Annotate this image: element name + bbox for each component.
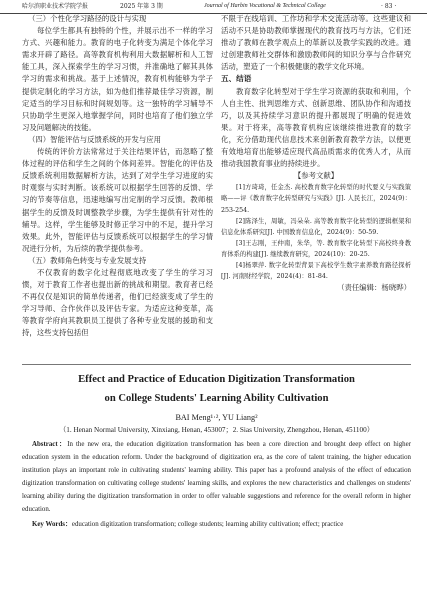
abstract-label: Abstract：	[32, 441, 68, 448]
section-heading-3: （三）个性化学习路径的设计与实现	[28, 14, 147, 23]
keywords-text: education digitization transformation; college students; learning ability cultivation; effect; practice	[71, 520, 344, 528]
english-affiliation: （1. Henan Normal University, Xinxiang, Henan, 453007；2. Sias University, Zhengzhou, Henan, 451100）	[59, 426, 374, 434]
reference-item: [1]方琦琦，任金杰. 高校教育数字化转型的时代要义与实践策略——评《教育数字化转型研究与实践》[J]. 人民长江，2024(9)：253-254.	[221, 184, 411, 214]
keywords-label: Key Words：	[32, 520, 72, 528]
english-keywords	[22, 518, 411, 532]
section-divider	[22, 364, 411, 365]
abstract-text: In the new era, the education digitization transformation has been a core direction and brought deep effect on higher education system in the education reform. Under the background of digitization era, as the core of talent training, the higher education institution plays an important role in cultivating students' learning ability. This paper has a profound analysis of the effect of education digitization transformation on cultivating college students' learning skills, and explores the new characteristics and challenges on students' learning ability during the digitization transformation in order to offer valuable suggestions and reference for the overall reform in higher education.	[22, 441, 411, 514]
paragraph-teacher-role: 不仅教育的数字化过程彻底地改变了学生的学习习惯，对于教育工作者也提出新的挑战和期望。教育者已经不再仅仅是知识的简单传递者，他们已经演变成了学生的学习导师、合作伙伴以及评估专家。为适应这种变革，高等教育学府向其教职员工提供了各种专业发展的援助和支持，这些支持包括但	[22, 267, 213, 338]
paragraph-personalized-learning: 每位学生都具有独特的个性，并展示出不一样的学习方式、兴趣和能力。教育的电子化转变为满足个体化学习需求开辟了路径。高等教育机构利用大数据解析和人工智能工具，深入探索学生的学习习惯，并准确地了解其具体学习的需求和挑战。基于上述情况，教育机构能够为学子提供定制化的学习方法，如为他们推荐最佳学习资源，制定适当的学习目标和时间规划等。这一独特的学习辅导不只协助学生更深入地掌握学问，同时也培育了他们独立学习及问题解决的技能。	[22, 26, 213, 132]
references-heading: 【参考文献】	[293, 171, 339, 181]
paragraph-intelligent-evaluation: 传统的评价方法常常过于关注结果评估，而忽略了整体过程的评估和学生之间的个体间差异。智能化的评估及反馈系统利用数据解析方法，达到了对学生学习进度的实时观察与实时判断。该系统可以根据学生回答的反馈、学习的节奏等信息，迅速地编写出定制的学习反馈。教师根据学生的反馈及时调整教学步骤，为学生提供有针对性的辅导。这样，学生能够及时修正学习中的不足，提升学习效果。此外，智能评估与反馈系统可以根据学生的学习情况进行分析，为后续的教学提供参考。	[22, 147, 213, 253]
reference-item: [3]王志刚，王仲南，朱华，等. 教育数字化转型下高校终身教育体系的构建[J]. 继续教育研究，2024(10)：20-25.	[221, 239, 411, 258]
reference-item: [2]陈泽生，周敏，冯朵朵. 高等教育数字化转型的逻辑框架和信息化体系研究[J]. 中国教育信息化，2024(9)：50-59.	[221, 217, 411, 236]
section-heading-5: （五）教师角色转变与专业发展支持	[28, 255, 147, 265]
running-header	[0, 0, 427, 14]
english-title-line-2: on College Students' Learning Ability Cultivation	[104, 393, 329, 404]
english-abstract-block	[22, 370, 411, 532]
page-number: · 83 ·	[381, 3, 397, 10]
english-title-line-1: Effect and Practice of Education Digitization Transformation	[78, 374, 355, 385]
conclusion-heading: 五、结语	[221, 74, 252, 84]
section-heading-4: （四）智能评估与反馈系统的开发与应用	[28, 134, 162, 144]
paragraph-conclusion: 教育数字化转型对于学生学习资源的获取和利用，个人自主性、批判思维方式、创新思维、团队协作和沟通技巧，以及其持续学习意识的提升都展现了明确的促进效果。对于将来，高等教育机构应该继续推进教育的数字化，充分借助现代信息技术来创新教育教学方法，以便更有效地培育出能够适应现代高品质需求的优秀人才，从而推动我国教育事业的持续进步。	[221, 86, 411, 169]
english-authors: BAI Meng¹·², YU Liang²	[175, 413, 258, 422]
journal-name-cn: 哈尔滨职业技术学院学报	[22, 3, 89, 10]
issue-label: 2025 年第 3 期	[120, 3, 163, 10]
english-abstract	[22, 438, 411, 517]
left-column	[22, 13, 213, 340]
right-column	[221, 13, 411, 294]
reference-item: [4]杨翠萍. 数字化转型背景下高校学生数字素养教育路径探析[J]. 河南财经学院，2024(4)：81-84.	[221, 261, 411, 281]
paragraph-continued: 不限于在线培训、工作坊和学术交流活动等。这些建议和活动不只是协助教师掌握现代的教育技巧与方法，它们还推动了教师在教学观点上的革新以及教学实践的改进。通过创建教师社交群体和激励教师间的知识分享与合作研究活动，塑造了一个积极健康的教学文化环境。	[221, 14, 411, 72]
responsible-editor: （责任编辑：杨晓晔）	[337, 283, 411, 293]
journal-name-en: Journal of Harbin Vocational & Technical College	[204, 3, 326, 9]
